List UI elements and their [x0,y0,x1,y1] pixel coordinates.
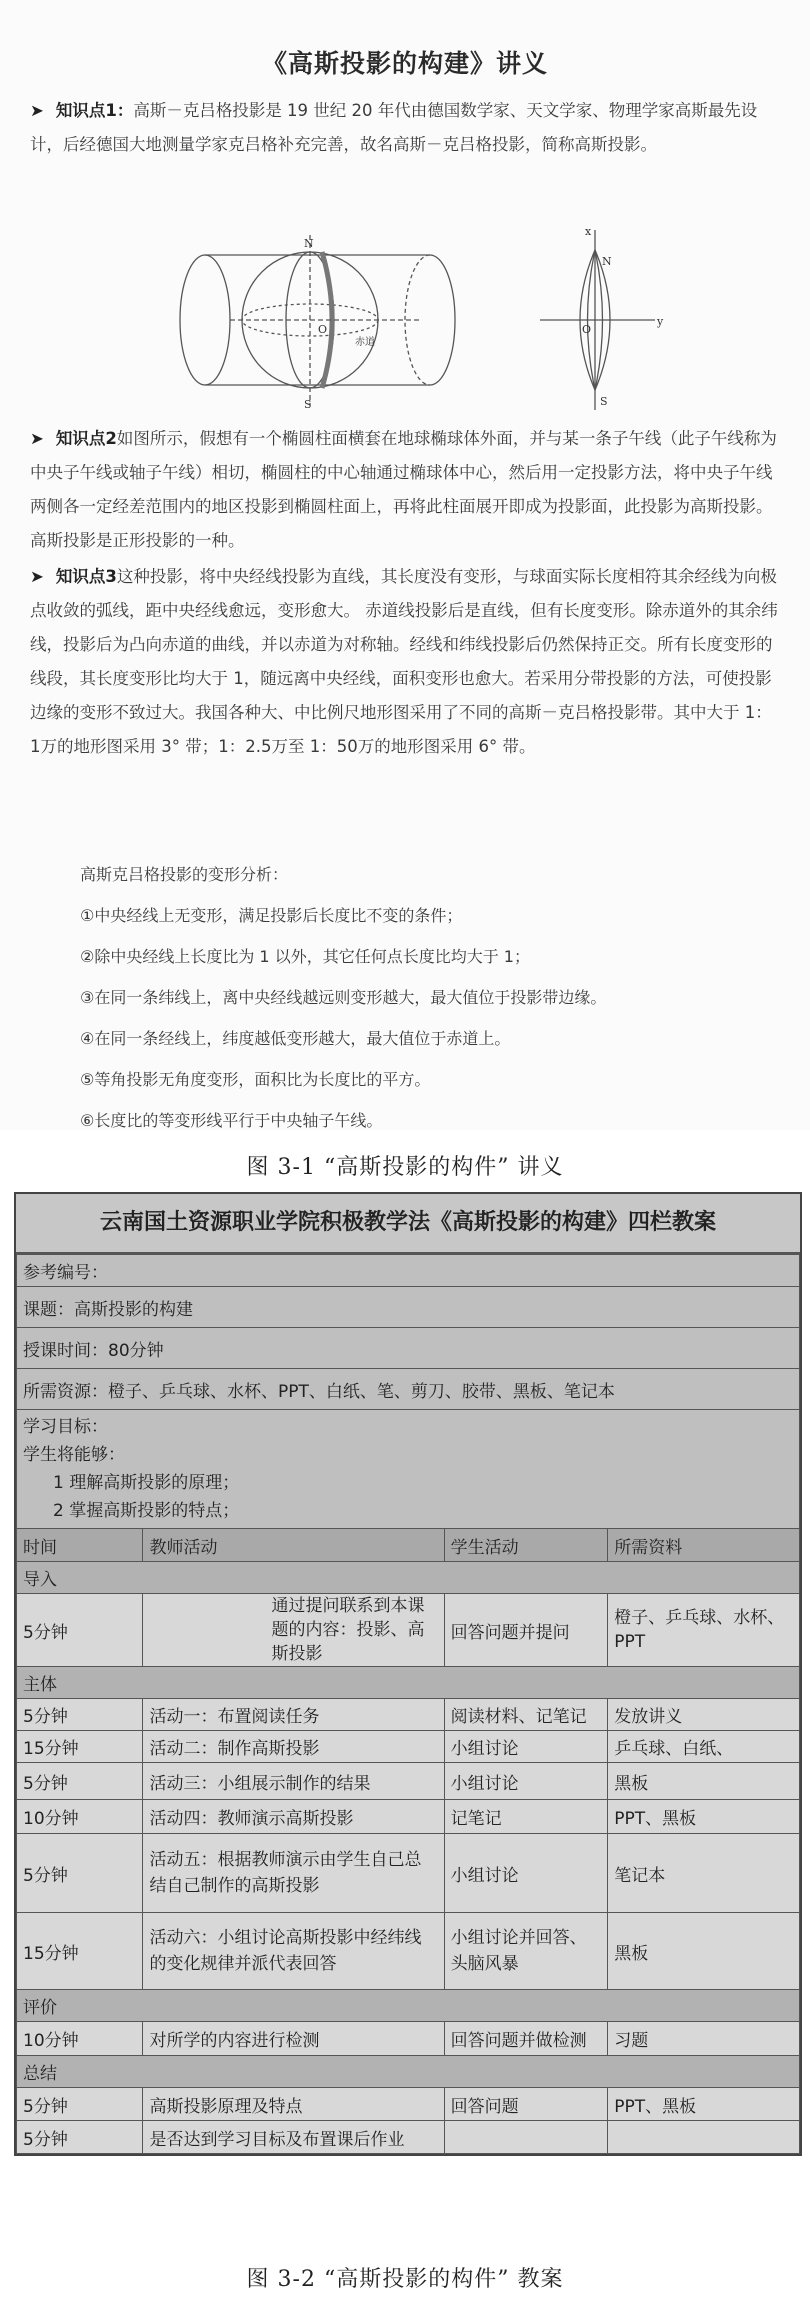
label-x: x [585,225,592,238]
kp-text: 高斯－克吕格投影是 19 世纪 20 年代由德国数学家、天文学家、物理学家高斯最先设计，后经德国大地测量学家克吕格补充完善，故名高斯－克吕格投影，简称高斯投影。 [30,101,758,154]
table-row [17,1594,800,1667]
cell-teacher: 活动二：制作高斯投影 [143,1731,444,1763]
kp-label: 知识点3 [55,567,117,586]
col-header: 时间 [17,1529,143,1562]
cell-student [444,2121,608,2154]
cell-time: 5分钟 [17,2088,143,2121]
objective-item: 1 理解高斯投影的原理； [53,1473,240,1493]
cell-material: 黑板 [608,1763,800,1800]
cell-time: 10分钟 [17,2022,143,2056]
cylinder-left-end [180,255,230,385]
cell-teacher: 活动四：教师演示高斯投影 [143,1800,444,1834]
label-y: y [657,315,664,328]
section-header: 评价 [17,1990,800,2022]
figure-caption-2: 图 3-2 “高斯投影的构件” 教案 [246,2267,564,2292]
label-n: N [304,237,314,250]
cell-material: 发放讲义 [608,1699,800,1731]
cell-material [608,2121,800,2154]
kp-label: 知识点2 [55,429,117,448]
knowledge-point-1: ➤ 知识点1：高斯－克吕格投影是 19 世纪 20 年代由德国数学家、天文学家、物理学家高斯最先设计，后经德国大地测量学家克吕格补充完善，故名高斯－克吕格投影，简称高斯投影。 [30,101,758,154]
lesson-plan-table [14,1192,802,2156]
class-time: 授课时间：80分钟 [17,1328,800,1369]
bullet-arrow-icon: ➤ [30,567,44,586]
bullet-arrow-icon: ➤ [30,429,44,448]
cell-material: 乒乓球、白纸、 [608,1731,800,1763]
label-o2: O [582,323,592,336]
cylinder-right-end [430,255,455,385]
cell-teacher: 活动六：小组讨论高斯投影中经纬线的变化规律并派代表回答 [143,1913,444,1990]
section-header: 导入 [17,1562,800,1594]
cell-student: 小组讨论 [444,1834,608,1913]
table-row [17,1763,800,1800]
analysis-item: ④在同一条经线上，纬度越低变形越大，最大值位于赤道上。 [80,1029,511,1048]
cell-teacher: 活动五：根据教师演示由学生自己总结自己制作的高斯投影 [143,1834,444,1913]
table-row [17,2088,800,2121]
cell-time: 5分钟 [17,1699,143,1731]
objective-item: 2 掌握高斯投影的特点； [53,1501,240,1521]
col-header: 学生活动 [444,1529,608,1562]
section-header: 主体 [17,1667,800,1699]
cell-student: 小组讨论 [444,1731,608,1763]
knowledge-point-2 [30,422,782,558]
section-header: 总结 [17,2056,800,2088]
cell-material: 习题 [608,2022,800,2056]
figure-caption-1: 图 3-1 “高斯投影的构件” 讲义 [246,1155,564,1180]
handout-page [0,0,810,1130]
cell-student: 阅读材料、记笔记 [444,1699,608,1731]
table-row [17,2022,800,2056]
table-row [17,1800,800,1834]
label-n2: N [602,255,612,268]
table-row [17,1699,800,1731]
resources: 所需资源：橙子、乒乓球、水杯、PPT、白纸、笔、剪刀、胶带、黑板、笔记本 [17,1369,800,1410]
kp-text: 这种投影，将中央经线投影为直线，其长度没有变形，与球面实际长度相符其余经线为向极点收敛的弧线，距中央经线愈远，变形愈大。 赤道线投影后是直线，但有长度变形。除赤道外的其余纬线，投影后为凸向赤道的曲线，并以赤道为对称轴。经线和纬线投影后仍然保持正交。所有长度变形的线段，其长度变形比均大于 1，随远离中央经线，面积变形也愈大。若采用分带投影的方法，可使投影边缘的变形不致过大。我国各种大、中比例尺地形图采用了不同的高斯－克吕格投影带。其中大于 1：1万的地形图采用 3° 带；1：2.5万至 1：50万的地形图采用 6° 带。 [30,567,778,756]
cell-time: 15分钟 [17,1731,143,1763]
cell-time: 15分钟 [17,1913,143,1990]
ref-no: 参考编号： [17,1255,800,1287]
cell-teacher: 活动一：布置阅读任务 [143,1699,444,1731]
cell-material: 笔记本 [608,1834,800,1913]
cell-teacher: 活动三：小组展示制作的结果 [143,1763,444,1800]
analysis-item: ⑤等角投影无角度变形，面积比为长度比的平方。 [80,1070,431,1089]
knowledge-point-3 [30,560,782,764]
cell-student: 记笔记 [444,1800,608,1834]
analysis-item: ③在同一条纬线上，离中央经线越远则变形越大，最大值位于投影带边缘。 [80,988,607,1007]
deformation-analysis [80,855,770,1141]
label-o: O [318,323,328,336]
objectives-title: 学习目标： [23,1417,108,1437]
bullet-arrow-icon: ➤ [30,101,44,120]
cell-time: 5分钟 [17,2121,143,2154]
plan-title: 云南国土资源职业学院积极教学法《高斯投影的构建》四栏教案 [16,1194,800,1254]
analysis-item: ①中央经线上无变形，满足投影后长度比不变的条件； [80,906,463,925]
topic: 课题：高斯投影的构建 [17,1287,800,1328]
cell-time: 10分钟 [17,1800,143,1834]
label-s: S [304,398,312,411]
handout-title: 《高斯投影的构建》讲义 [261,49,548,78]
cell-teacher: 通过提问联系到本课题的内容：投影、高斯投影 [143,1594,444,1667]
cell-material: 橙子、乒乓球、水杯、PPT [608,1594,800,1667]
label-equator: 赤道 [355,337,375,348]
cell-time: 5分钟 [17,1834,143,1913]
label-s2: S [600,395,608,408]
analysis-item: ⑥长度比的等变形线平行于中央轴子午线。 [80,1111,383,1130]
table-row [17,1913,800,1990]
table-row [17,2121,800,2154]
projection-diagram [170,225,680,415]
cell-student: 回答问题并做检测 [444,2022,608,2056]
cell-time: 5分钟 [17,1594,143,1667]
cell-material: 黑板 [608,1913,800,1990]
table-header-row [17,1529,800,1562]
cell-student: 小组讨论并回答、头脑风暴 [444,1913,608,1990]
cell-teacher: 对所学的内容进行检测 [143,2022,444,2056]
kp-label: 知识点1 [55,101,117,120]
objectives-intro: 学生将能够： [23,1445,125,1465]
cell-teacher: 是否达到学习目标及布置课后作业 [143,2121,444,2154]
cell-teacher: 高斯投影原理及特点 [143,2088,444,2121]
col-header: 教师活动 [143,1529,444,1562]
table-row [17,1834,800,1913]
analysis-item: ②除中央经线上长度比为 1 以外，其它任何点长度比均大于 1； [80,947,530,966]
kp-text: 如图所示，假想有一个椭圆柱面横套在地球椭球体外面，并与某一条子午线（此子午线称为中央子午线或轴子午线）相切，椭圆柱的中心轴通过椭球体中心，然后用一定投影方法，将中央子午线两侧各一定经差范围内的地区投影到椭圆柱面上，再将此柱面展开即成为投影面，此投影为高斯投影。高斯投影是正形投影的一种。 [30,429,777,550]
col-header: 所需资料 [608,1529,800,1562]
cell-material: PPT、黑板 [608,2088,800,2121]
cell-student: 小组讨论 [444,1763,608,1800]
table-row [17,1731,800,1763]
cell-student: 回答问题并提问 [444,1594,608,1667]
cell-material: PPT、黑板 [608,1800,800,1834]
objectives [17,1410,800,1529]
cell-student: 回答问题 [444,2088,608,2121]
analysis-title: 高斯克吕格投影的变形分析： [80,865,289,884]
cell-time: 5分钟 [17,1763,143,1800]
